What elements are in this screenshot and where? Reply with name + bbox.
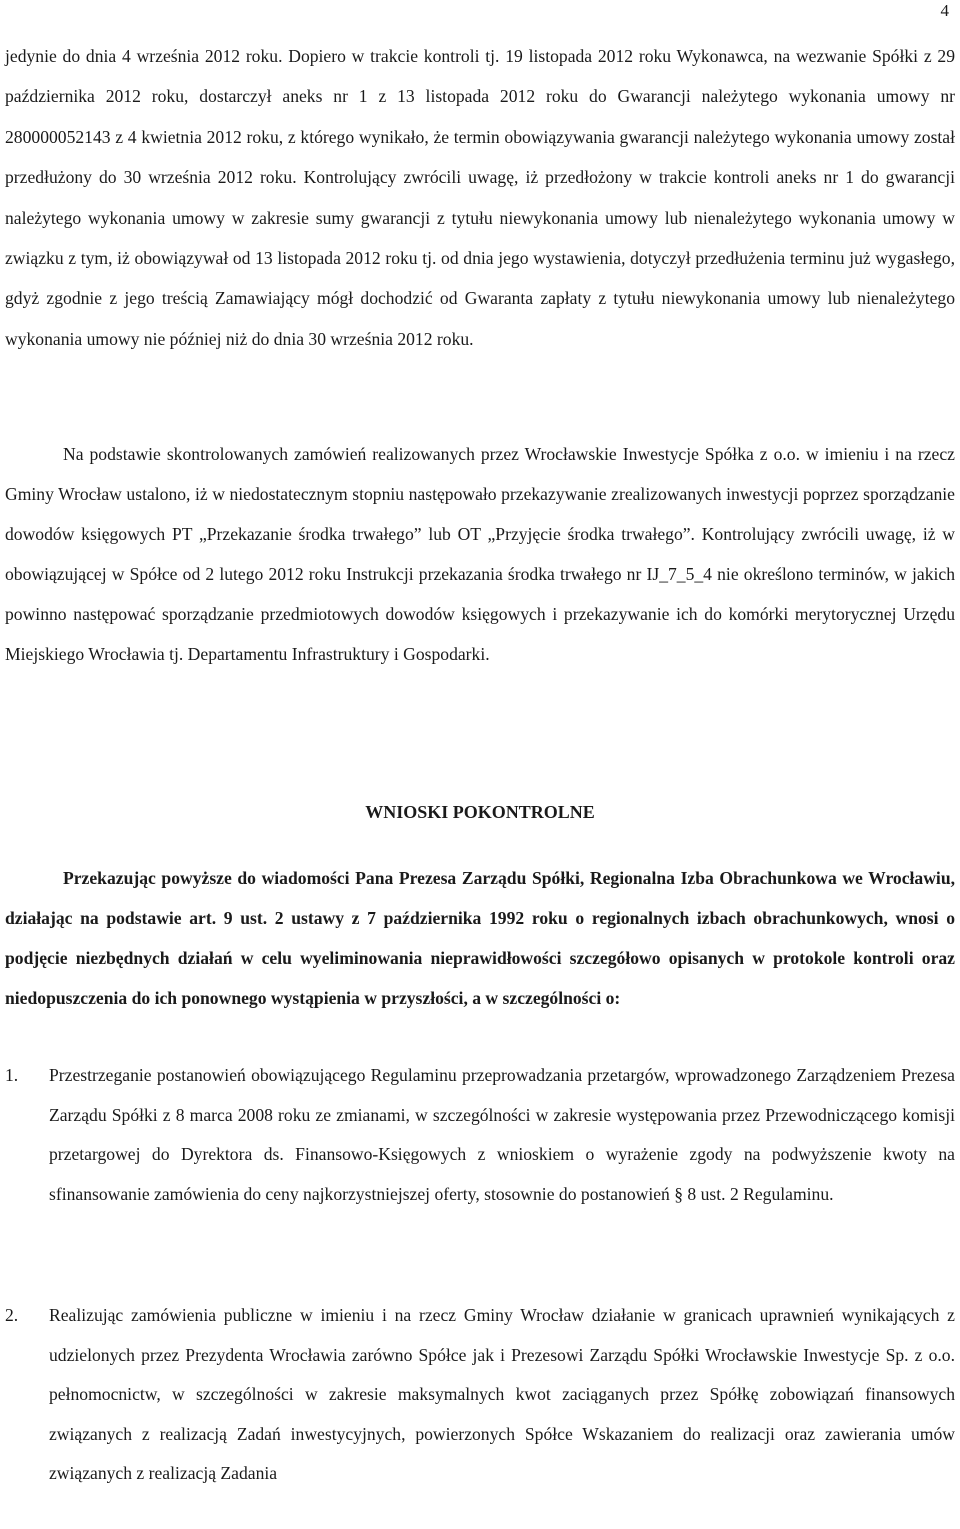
list-item-text: Realizując zamówienia publiczne w imieniu i na rzecz Gminy Wrocław działanie w granicach uprawnień wynikających z udzielonych przez Prezydenta Wrocławia zarówno Spółce jak i Prezesowi Zarządu Spółki Wrocławskie Inwestycje Sp. z o.o. pełnomocnictw, w szczególności w zakresie maksymalnych kwot zaciąganych przez Spółkę zobowiązań finansowych związanych z realizacją Zadań inwestycyjnych, powierzonych Spółce Wskazaniem do realizacji oraz zawierania umów związanych z realizacją Zadania (49, 1305, 955, 1484)
list-item-number: 2. (5, 1305, 19, 1325)
paragraph-guarantee-annex: jedynie do dnia 4 września 2012 roku. Dopiero w trakcie kontroli tj. 19 listopada 2012 roku Wykonawca, na wezwanie Spółki z 29 października 2012 roku, dostarczył aneks nr 1 z 13 listopada 2012 roku do Gwarancji należytego wykonania umowy nr 280000052143 z 4 kwietnia 2012 roku, z którego wynikało, że termin obowiązywania gwarancji należytego wykonania umowy został przedłużony do 30 września 2012 roku. Kontrolujący zwrócili uwagę, iż przedłożony w trakcie kontroli aneks nr 1 do gwarancji należytego wykonania umowy w zakresie sumy gwarancji z tytułu niewykonania umowy lub nienależytego wykonania umowy w związku z tym, iż obowiązywał od 13 listopada 2012 roku tj. od dnia jego wystawienia, dotyczył przedłużenia terminu już wygasłego, gdyż zgodnie z jego treścią Zamawiający mógł dochodzić od Gwaranta zapłaty z tytułu niewykonania umowy lub nienależytego wykonania umowy nie później niż do dnia 30 września 2012 roku. (5, 46, 955, 349)
page-number: 4 (940, 1, 949, 20)
conclusions-intro: Przekazując powyższe do wiadomości Pana Prezesa Zarządu Spółki, Regionalna Izba Obrachunkowa we Wrocławiu, działając na podstawie art. 9 ust. 2 ustawy z 7 października 1992 roku o regionalnych izbach obrachunkowych, wnosi o podjęcie niezbędnych działań w celu wyeliminowania nieprawidłowości szczegółowo opisanych w protokole kontroli oraz niedopuszczenia do ich ponownego wystąpienia w przyszłości, a w szczególności o: (5, 868, 955, 1008)
conclusions-heading: WNIOSKI POKONTROLNE (365, 802, 595, 822)
list-item-number: 1. (5, 1065, 19, 1085)
list-item-text: Przestrzeganie postanowień obowiązującego Regulaminu przeprowadzania przetargów, wprowadzonego Zarządzeniem Prezesa Zarządu Spółki z 8 marca 2008 roku ze zmianami, w szczególności w zakresie występowania przez Przewodniczącego komisji przetargowej do Dyrektora ds. Finansowo-Księgowych z wnioskiem o wyrażenie zgody na podwyższenie kwoty na sfinansowanie zamówienia do ceny najkorzystniejszej oferty, stosownie do postanowień § 8 ust. 2 Regulaminu. (49, 1065, 955, 1204)
paragraph-fixed-assets: Na podstawie skontrolowanych zamówień realizowanych przez Wrocławskie Inwestycje Spółka z o.o. w imieniu i na rzecz Gminy Wrocław ustalono, iż w niedostatecznym stopniu następowało przekazywanie zrealizowanych inwestycji poprzez sporządzanie dowodów księgowych PT „Przekazanie środka trwałego” lub OT „Przyjęcie środka trwałego”. Kontrolujący zwrócili uwagę, iż w obowiązującej w Spółce od 2 lutego 2012 roku Instrukcji przekazania środka trwałego nr IJ_7_5_4 nie określono terminów, w jakich powinno następować sporządzanie przedmiotowych dowodów księgowych i przekazywanie ich do komórki merytorycznej Urzędu Miejskiego Wrocławia tj. Departamentu Infrastruktury i Gospodarki. (5, 444, 955, 664)
